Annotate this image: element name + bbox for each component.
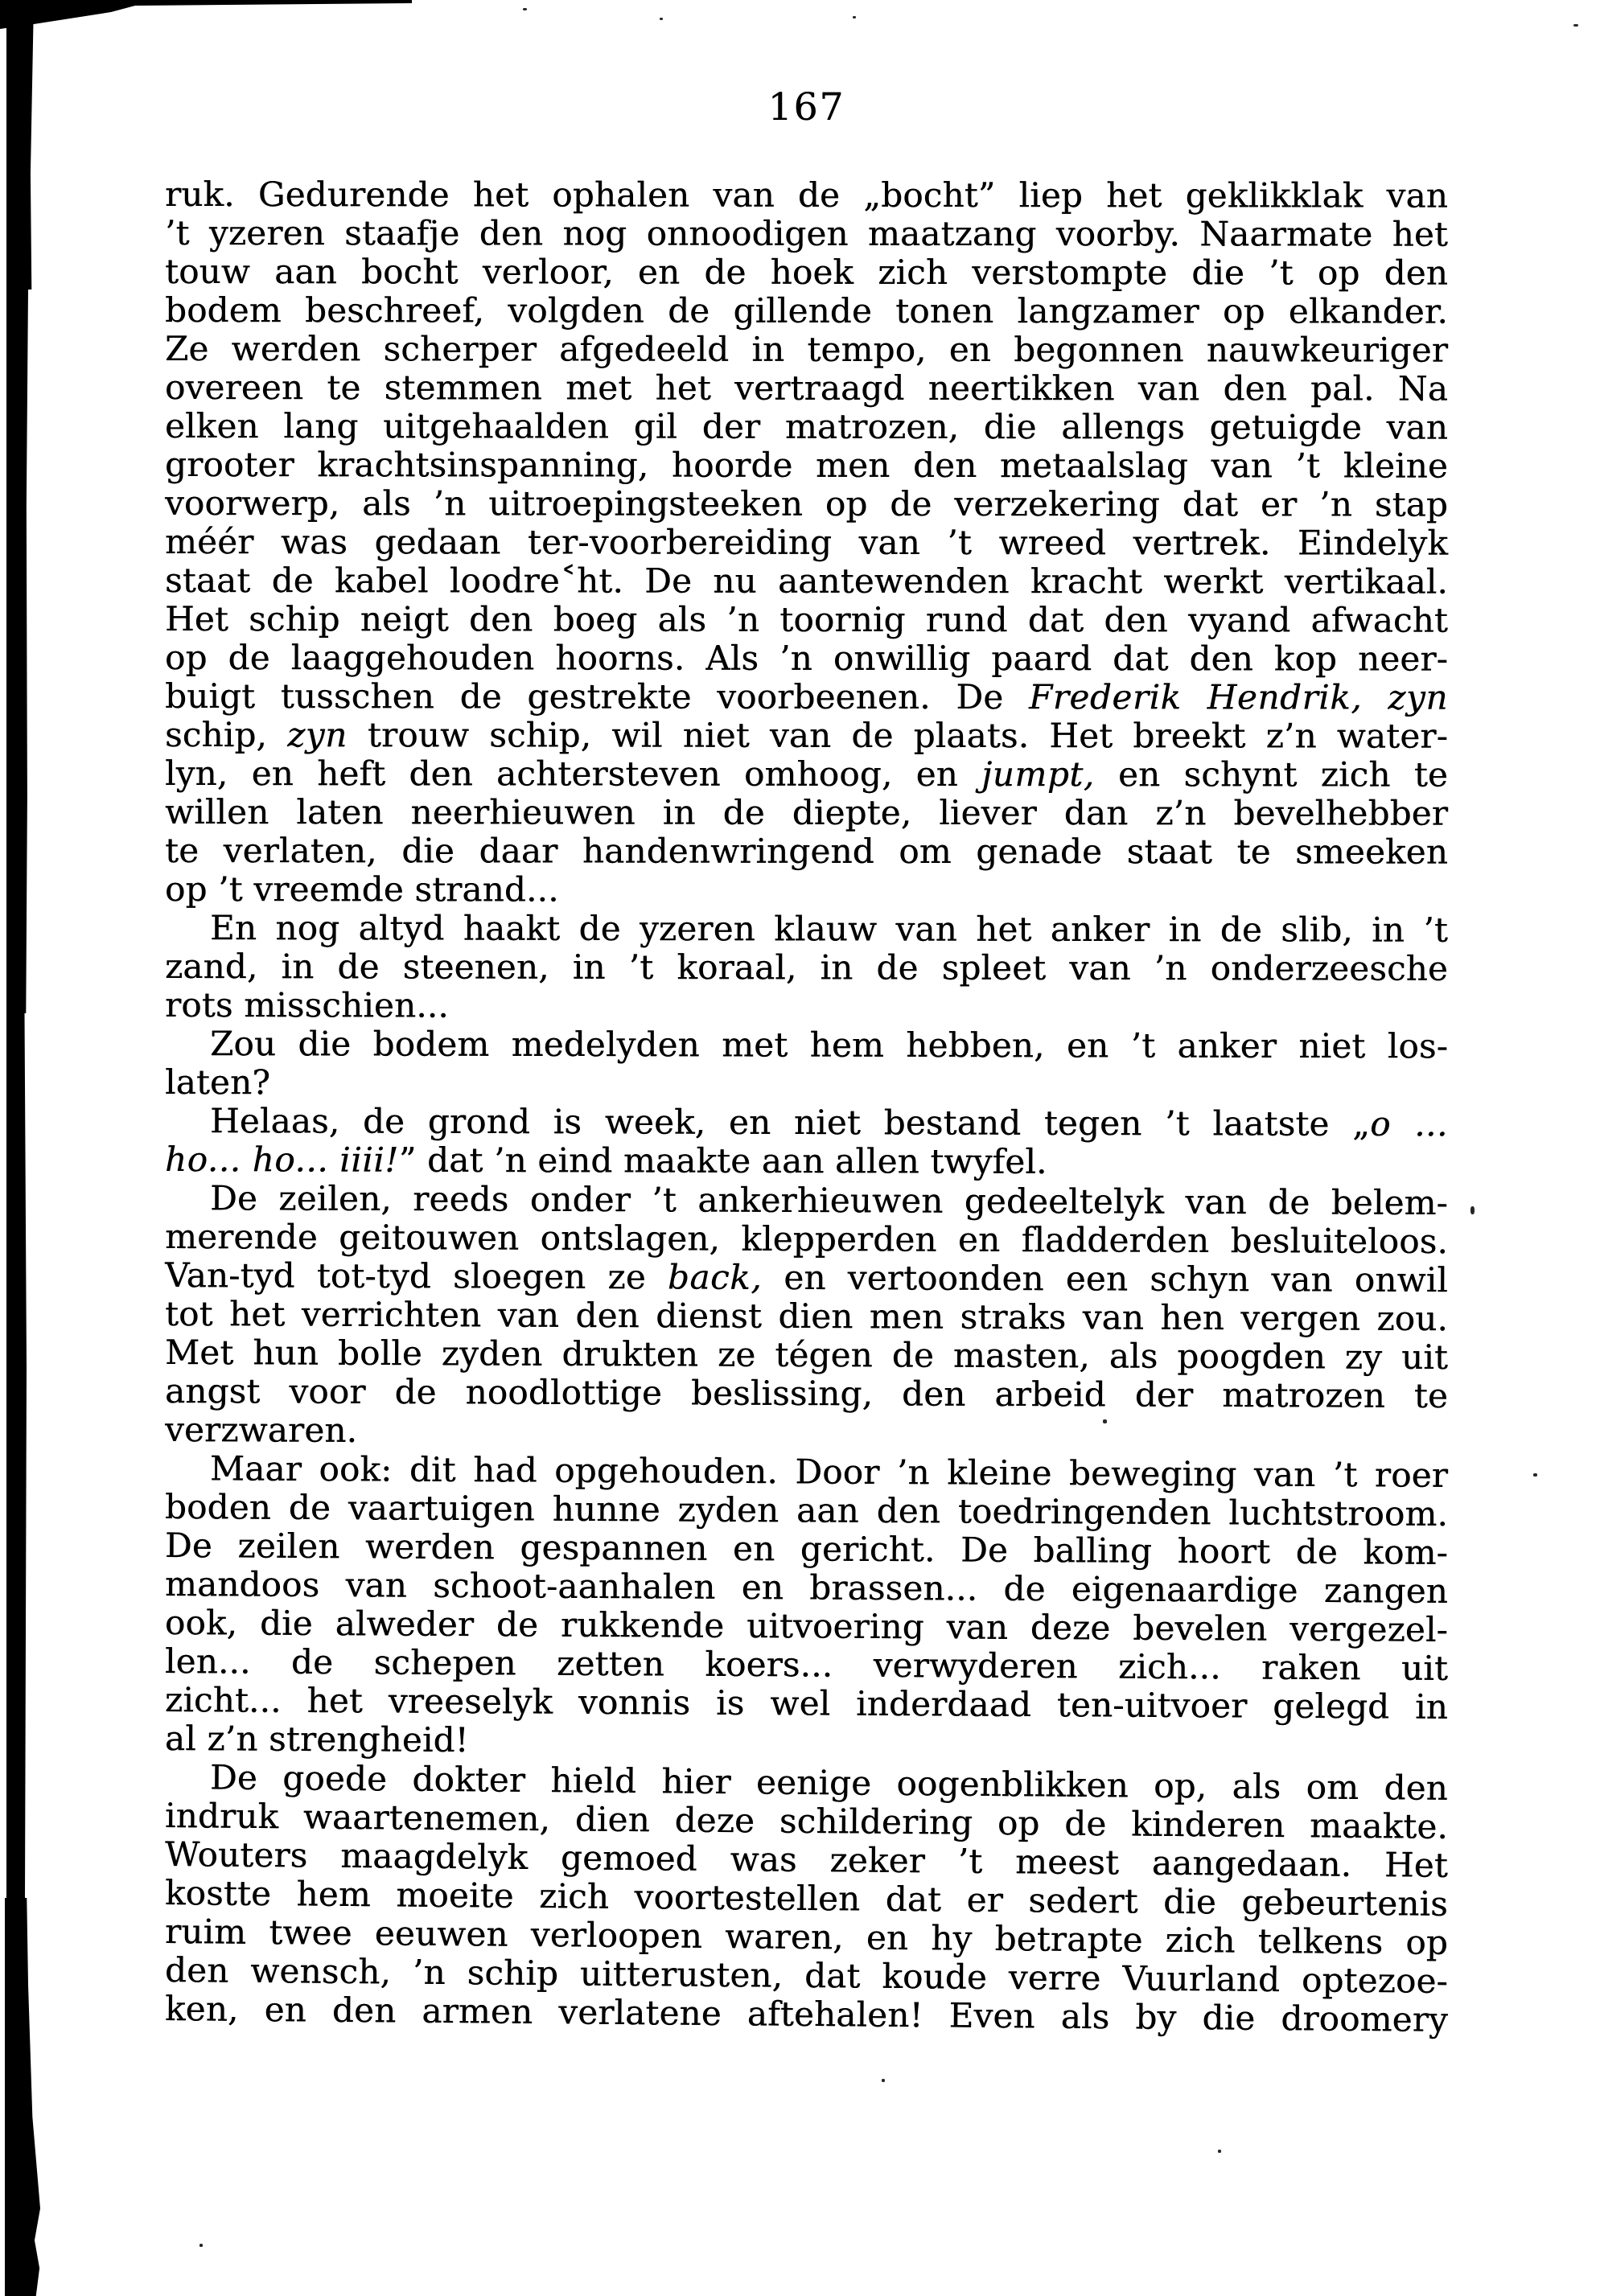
italic-text: zyn	[287, 715, 348, 755]
text-line-21	[165, 947, 1448, 988]
scan-noise-speck-9	[1218, 2150, 1221, 2153]
text-segment: al z’n strengheid!	[164, 1719, 469, 1760]
text-segment: De goede dokter hield hier eenige oogenblikken op, als om den	[209, 1757, 1449, 1808]
text-line-26	[165, 1140, 1448, 1182]
text-segment: laten?	[164, 1062, 271, 1103]
text-segment: buigt tusschen de gestrekte voorbeenen. De	[164, 676, 1030, 717]
text-line-16	[165, 754, 1448, 795]
text-segment: ook, die alweder de rukkende uitvoering van deze bevelen vergezel-	[164, 1603, 1449, 1649]
text-segment: Helaas, de grond is week, en niet bestand tegen ’t laatste „	[209, 1101, 1371, 1144]
text-segment: zand, in de steenen, in ’t koraal, in de spleet van ’n onderzeesche	[164, 947, 1449, 988]
text-line-7	[165, 407, 1448, 447]
text-segment: willen laten neerhieuwen in de diepte, liever dan z’n bevelhebber	[164, 792, 1449, 833]
text-segment: overeen te stemmen met het vertraagd neertikken van den pal. Na	[164, 368, 1449, 409]
text-segment: lyn, en heft den achtersteven omhoog, en	[164, 754, 982, 795]
text-segment: staat de kabel loodre˂ht. De nu aantewenden kracht werkt vertikaal.	[164, 561, 1449, 602]
text-segment: angst voor de noodlottige beslissing, den arbeid der matrozen te	[164, 1371, 1449, 1416]
text-segment: voorwerp, als ’n uitroepingsteeken op de verzekering dat er ’n stap	[164, 483, 1449, 524]
scan-artifact-left-border	[6, 0, 34, 290]
text-line-3	[165, 253, 1448, 293]
text-segment: touw aan bocht verloor, en de hoek zich verstompte die ’t op den	[164, 252, 1449, 293]
text-line-20	[165, 909, 1448, 950]
text-segment: indruk waartenemen, dien deze schildering op de kinderen maakte.	[164, 1796, 1449, 1846]
text-segment: trouw schip, wil niet van de plaats. Het breekt z’n water-	[347, 715, 1449, 756]
scan-artifact-left-border	[5, 1898, 40, 2296]
scan-noise-speck-1	[523, 8, 527, 10]
italic-text: o ...	[1370, 1103, 1449, 1144]
text-line-2	[165, 214, 1448, 254]
scan-noise-speck-6	[1103, 1419, 1107, 1423]
text-segment: bodem beschreef, volgden de gillende tonen langzamer op elkander.	[164, 290, 1449, 331]
text-line-28	[165, 1218, 1448, 1261]
text-line-19	[165, 870, 1448, 910]
text-segment: len... de schepen zetten koers... verwyderen zich... raken uit	[164, 1641, 1449, 1688]
text-line-33	[165, 1411, 1448, 1454]
text-segment: ruk. Gedurende het ophalen van de „bocht” liep het geklikklak van	[164, 175, 1449, 216]
text-segment: zicht... het vreeselyk vonnis is wel inderdaad ten-uitvoer gelegd in	[164, 1680, 1449, 1727]
scan-noise-speck-10	[199, 2244, 203, 2247]
text-line-25	[165, 1102, 1448, 1144]
italic-text: back,	[667, 1257, 763, 1297]
text-line-15	[165, 716, 1448, 756]
text-line-13	[165, 639, 1448, 679]
text-segment: ruim twee eeuwen verloopen waren, en hy betrapte zich telkens op	[164, 1912, 1449, 1962]
text-segment: en schynt zich te	[1094, 754, 1449, 795]
text-line-22	[165, 986, 1448, 1027]
text-segment: ” dat ’n eind maakte aan allen twyfel.	[398, 1140, 1047, 1181]
text-segment: Wouters maagdelyk gemoed was zeker ’t meest aangedaan. Het	[164, 1834, 1449, 1885]
scan-artifact-corner-wedge	[0, 0, 412, 29]
text-segment: boden de vaartuigen hunne zyden aan den toedringenden luchtstroom.	[164, 1487, 1449, 1534]
text-line-31	[165, 1333, 1448, 1377]
scan-noise-speck-7	[1533, 1473, 1537, 1477]
italic-text: jumpt,	[981, 754, 1095, 795]
text-line-8	[165, 446, 1448, 486]
text-line-12	[165, 600, 1448, 640]
text-line-27	[165, 1179, 1448, 1222]
scan-noise-speck-2	[660, 18, 663, 20]
text-segment: te verlaten, die daar handenwringend om genade staat te smeeken	[164, 831, 1449, 872]
text-line-10	[165, 523, 1448, 563]
text-segment: Zou die bodem medelyden met hem hebben, en ’t anker niet los-	[209, 1024, 1449, 1066]
text-segment: verzwaren.	[164, 1410, 358, 1450]
text-line-17	[165, 793, 1448, 833]
text-segment: elken lang uitgehaalden gil der matrozen, die allengs getuigde van	[164, 406, 1449, 447]
text-segment: schip,	[164, 715, 288, 755]
scan-noise-speck-5	[1470, 1206, 1475, 1214]
scan-noise-speck-3	[853, 16, 856, 18]
page-number: 167	[767, 85, 845, 129]
text-segment: grooter krachtsinspanning, hoorde men den metaalslag van ’t kleine	[164, 445, 1449, 486]
text-line-5	[165, 330, 1448, 370]
text-segment: merende geitouwen ontslagen, klepperden en fladderden besluiteloos.	[164, 1217, 1449, 1262]
text-segment: en vertoonden een schyn van onwil	[762, 1257, 1449, 1300]
scan-noise-speck-4	[1573, 24, 1578, 27]
text-segment: ken, en den armen verlatene aftehalen! Even als by die droomery	[164, 1989, 1449, 2039]
text-line-29	[165, 1256, 1448, 1300]
italic-text: ho... ho... iiii!	[164, 1140, 399, 1180]
text-segment: rots misschien...	[164, 985, 449, 1025]
text-segment: kostte hem moeite zich voortestellen dat er sedert die gebeurtenis	[164, 1873, 1449, 1924]
text-segment: Ze werden scherper afgedeeld in tempo, en begonnen nauwkeuriger	[164, 329, 1449, 370]
text-line-23	[165, 1025, 1448, 1066]
text-segment: De zeilen werden gespannen en gericht. De balling hoort de kom-	[164, 1526, 1449, 1572]
text-segment: mandoos van schoot-aanhalen en brassen... de eigenaardige zangen	[164, 1564, 1449, 1611]
text-line-4	[165, 291, 1448, 331]
text-segment: méér was gedaan ter-voorbereiding van ’t wreed vertrek. Eindelyk	[164, 522, 1449, 563]
scan-noise-speck-8	[882, 2079, 885, 2082]
text-line-6	[165, 368, 1448, 409]
text-segment: En nog altyd haakt de yzeren klauw van het anker in de slib, in ’t	[209, 908, 1449, 950]
body-text	[164, 175, 1449, 2039]
text-line-24	[165, 1063, 1448, 1104]
text-segment: Het schip neigt den boeg als ’n toornig rund dat den vyand afwacht	[164, 599, 1449, 640]
text-segment: Met hun bolle zyden drukten ze tégen de masten, als poogden zy uit	[164, 1333, 1449, 1378]
text-line-9	[165, 484, 1448, 524]
text-segment: op de laaggehouden hoorns. Als ’n onwillig paard dat den kop neer-	[164, 638, 1449, 679]
text-line-32	[165, 1372, 1448, 1415]
text-line-30	[165, 1295, 1448, 1338]
italic-text: Frederik Hendrik, zyn	[1028, 677, 1449, 717]
text-segment: De zeilen, reeds onder ’t ankerhieuwen gedeeltelyk van de belem-	[209, 1178, 1449, 1223]
text-line-1	[165, 175, 1448, 216]
text-segment: tot het verrichten van den dienst dien men straks van hen vergen zou.	[164, 1294, 1449, 1339]
scan-artifact-left-border	[6, 1013, 27, 1898]
text-segment: Maar ook: dit had opgehouden. Door ’n kleine beweging van ’t roer	[209, 1448, 1449, 1495]
scan-artifact-left-border	[6, 290, 28, 1013]
text-segment: Van-tyd tot-tyd sloegen ze	[164, 1255, 668, 1297]
text-segment: ’t yzeren staafje den nog onnoodigen maatzang voorby. Naarmate het	[164, 213, 1449, 254]
text-segment: den wensch, ’n schip uitterusten, dat koude verre Vuurland optezoe-	[164, 1950, 1449, 2001]
text-line-14	[165, 677, 1448, 717]
text-line-11	[165, 561, 1448, 602]
text-segment: op ’t vreemde strand...	[164, 869, 559, 910]
text-line-18	[165, 832, 1448, 872]
